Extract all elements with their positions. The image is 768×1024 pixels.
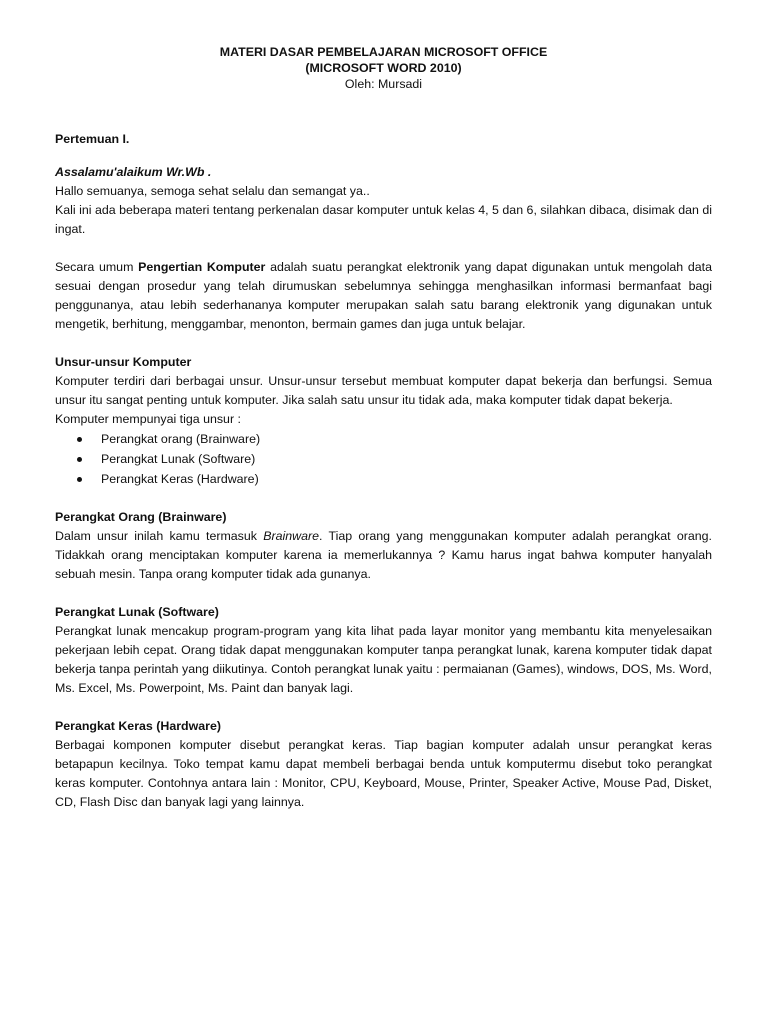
greeting: Assalamu'alaikum Wr.Wb . bbox=[55, 165, 212, 179]
definition-rest: adalah suatu perangkat elektronik yang dapat digunakan untuk mengolah data sesuai dengan prosedur yang telah dirumuskan sebelumnya sehingga menghasilkan informasi bermanfaat bagi penggunanya, atau lebih sederhananya komputer merupakan salah satu barang elektronik yang digunakan untuk mengetik, berhitung, menggambar, menonton, bermain games dan juga untuk belajar. bbox=[55, 260, 713, 331]
list-item-label: Perangkat orang (Brainware) bbox=[101, 432, 261, 446]
document-author: Oleh: Mursadi bbox=[344, 77, 423, 91]
intro-line-2: Kali ini ada beberapa materi tentang perkenalan dasar komputer untuk kelas 4, 5 dan 6, silahkan dibaca, disimak dan di ingat. bbox=[55, 203, 712, 236]
list-item bbox=[55, 469, 712, 489]
elements-list bbox=[55, 429, 712, 489]
document-subtitle: (MICROSOFT WORD 2010) bbox=[305, 61, 462, 75]
section-heading-hardware: Perangkat Keras (Hardware) bbox=[55, 719, 221, 733]
intro-line-1: Hallo semuanya, semoga sehat selalu dan semangat ya.. bbox=[55, 184, 370, 198]
definition-paragraph bbox=[55, 258, 712, 334]
elements-list-intro: Komputer mempunyai tiga unsur : bbox=[55, 412, 241, 426]
elements-paragraph: Komputer terdiri dari berbagai unsur. Unsur-unsur tersebut membuat komputer dapat bekerja dan berfungsi. Semua unsur itu sangat penting untuk komputer. Jika salah satu unsur itu tidak ada, maka komputer tidak dapat bekerja. bbox=[55, 374, 712, 407]
brainware-term: Brainware bbox=[263, 529, 319, 543]
brainware-paragraph bbox=[55, 527, 712, 584]
list-item-label: Perangkat Keras (Hardware) bbox=[101, 472, 259, 486]
definition-prefix: Secara umum bbox=[55, 260, 139, 274]
document-title: MATERI DASAR PEMBELAJARAN MICROSOFT OFFICE bbox=[219, 45, 548, 59]
hardware-paragraph: Berbagai komponen komputer disebut perangkat keras. Tiap bagian komputer adalah unsur perangkat keras betapapun kecilnya. Toko tempat kamu dapat membeli berbagai benda untuk komputermu disebut toko perangkat keras komputer. Contohnya antara lain : Monitor, CPU, Keyboard, Mouse, Printer, Speaker Active, Mouse Pad, Disket, CD, Flash Disc dan banyak lagi yang lainnya. bbox=[55, 738, 712, 809]
definition-term: Pengertian Komputer bbox=[138, 260, 266, 274]
brainware-prefix: Dalam unsur inilah kamu termasuk bbox=[55, 529, 264, 543]
software-paragraph: Perangkat lunak mencakup program-program yang kita lihat pada layar monitor yang membantu kita menyelesaikan pekerjaan lebih cepat. Orang tidak dapat menggunakan komputer tanpa perangkat lunak, karena komputer tidak dapat bekerja tanpa perintah yang diikutinya. Contoh perangkat lunak yaitu : permaianan (Games), windows, DOS, Ms. Word, Ms. Excel, Ms. Powerpoint, Ms. Paint dan banyak lagi. bbox=[55, 624, 712, 695]
list-item bbox=[55, 449, 712, 469]
brainware-rest: . Tiap orang yang menggunakan komputer adalah perangkat orang. Tidakkah orang menciptakan komputer karena ia memerlukannya ? Kamu harus ingat bahwa komputer hanyalah sebuah mesin. Tanpa orang komputer tidak ada gunanya. bbox=[55, 529, 712, 581]
section-heading-elements: Unsur-unsur Komputer bbox=[55, 355, 192, 369]
meeting-label: Pertemuan I. bbox=[55, 132, 130, 146]
document-page bbox=[55, 44, 712, 812]
bullet-icon bbox=[77, 437, 82, 442]
bullet-icon bbox=[77, 477, 82, 482]
list-item-label: Perangkat Lunak (Software) bbox=[101, 452, 256, 466]
section-heading-software: Perangkat Lunak (Software) bbox=[55, 605, 219, 619]
bullet-icon bbox=[77, 457, 82, 462]
section-heading-brainware: Perangkat Orang (Brainware) bbox=[55, 510, 227, 524]
list-item bbox=[55, 429, 712, 449]
